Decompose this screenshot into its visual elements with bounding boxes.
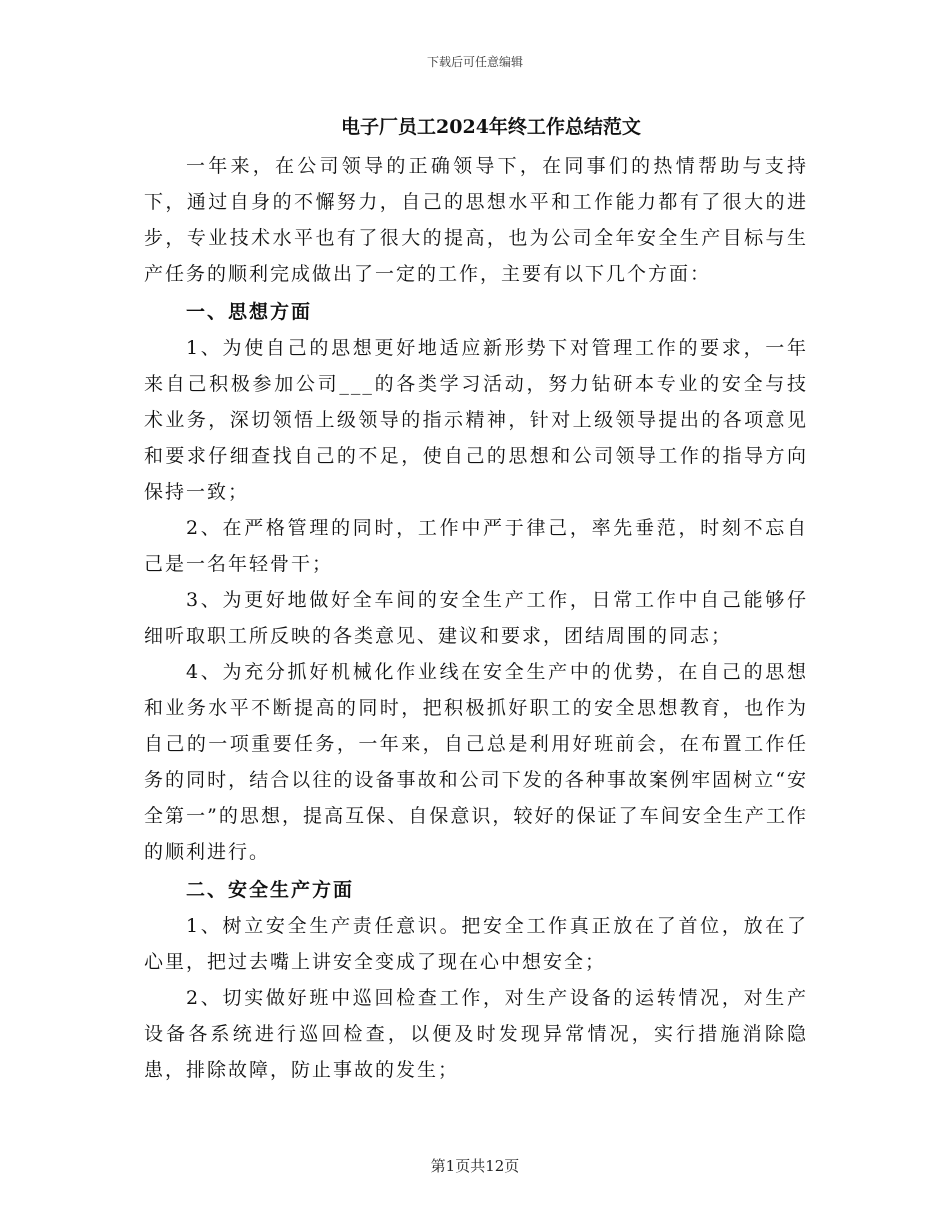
document-title: 电子厂员工2024年终工作总结范文 <box>341 116 641 138</box>
document-body <box>144 110 808 1088</box>
section1-item-3: 3、为更好地做好全车间的安全生产工作，日常工作中自己能够仔细听取职工所反映的各类意见、建议和要求，团结周围的同志； <box>144 589 808 647</box>
section1-item-1: 1、为使自己的思想更好地适应新形势下对管理工作的要求，一年来自己积极参加公司___的各类学习活动，努力钻研本专业的安全与技术业务，深切领悟上级领导的指示精神，针对上级领导提出的各项意见和要求仔细查找自己的不足，使自己的思想和公司领导工作的指导方向保持一致； <box>144 337 808 503</box>
section2-item-2: 2、切实做好班中巡回检查工作，对生产设备的运转情况，对生产设备各系统进行巡回检查，以便及时发现异常情况，实行措施消除隐患，排除故障，防止事故的发生； <box>144 987 808 1081</box>
section1-item-4: 4、为充分抓好机械化作业线在安全生产中的优势，在自己的思想和业务水平不断提高的同时，把积极抓好职工的安全思想教育，也作为自己的一项重要任务，一年来，自己总是利用好班前会，在布置工作任务的同时，结合以往的设备事故和公司下发的各种事故案例牢固树立“安全第一”的思想，提高互保、自保意识，较好的保证了车间安全生产工作的顺利进行。 <box>144 661 808 863</box>
page-number: 第1页共12页 <box>430 1157 520 1175</box>
section2-item-1: 1、树立安全生产责任意识。把安全工作真正放在了首位，放在了心里，把过去嘴上讲安全变成了现在心中想安全； <box>144 915 808 973</box>
section-heading-thought: 一、思想方面 <box>186 301 313 323</box>
header-note: 下载后可任意编辑 <box>426 55 523 69</box>
section-heading-safety: 二、安全生产方面 <box>186 879 355 901</box>
intro-paragraph: 一年来，在公司领导的正确领导下，在同事们的热情帮助与支持下，通过自身的不懈努力，自己的思想水平和工作能力都有了很大的进步，专业技术水平也有了很大的提高，也为公司全年安全生产目标与生产任务的顺利完成做出了一定的工作，主要有以下几个方面： <box>144 155 808 285</box>
section1-item-2: 2、在严格管理的同时，工作中严于律己，率先垂范，时刻不忘自己是一名年轻骨干； <box>144 517 808 575</box>
